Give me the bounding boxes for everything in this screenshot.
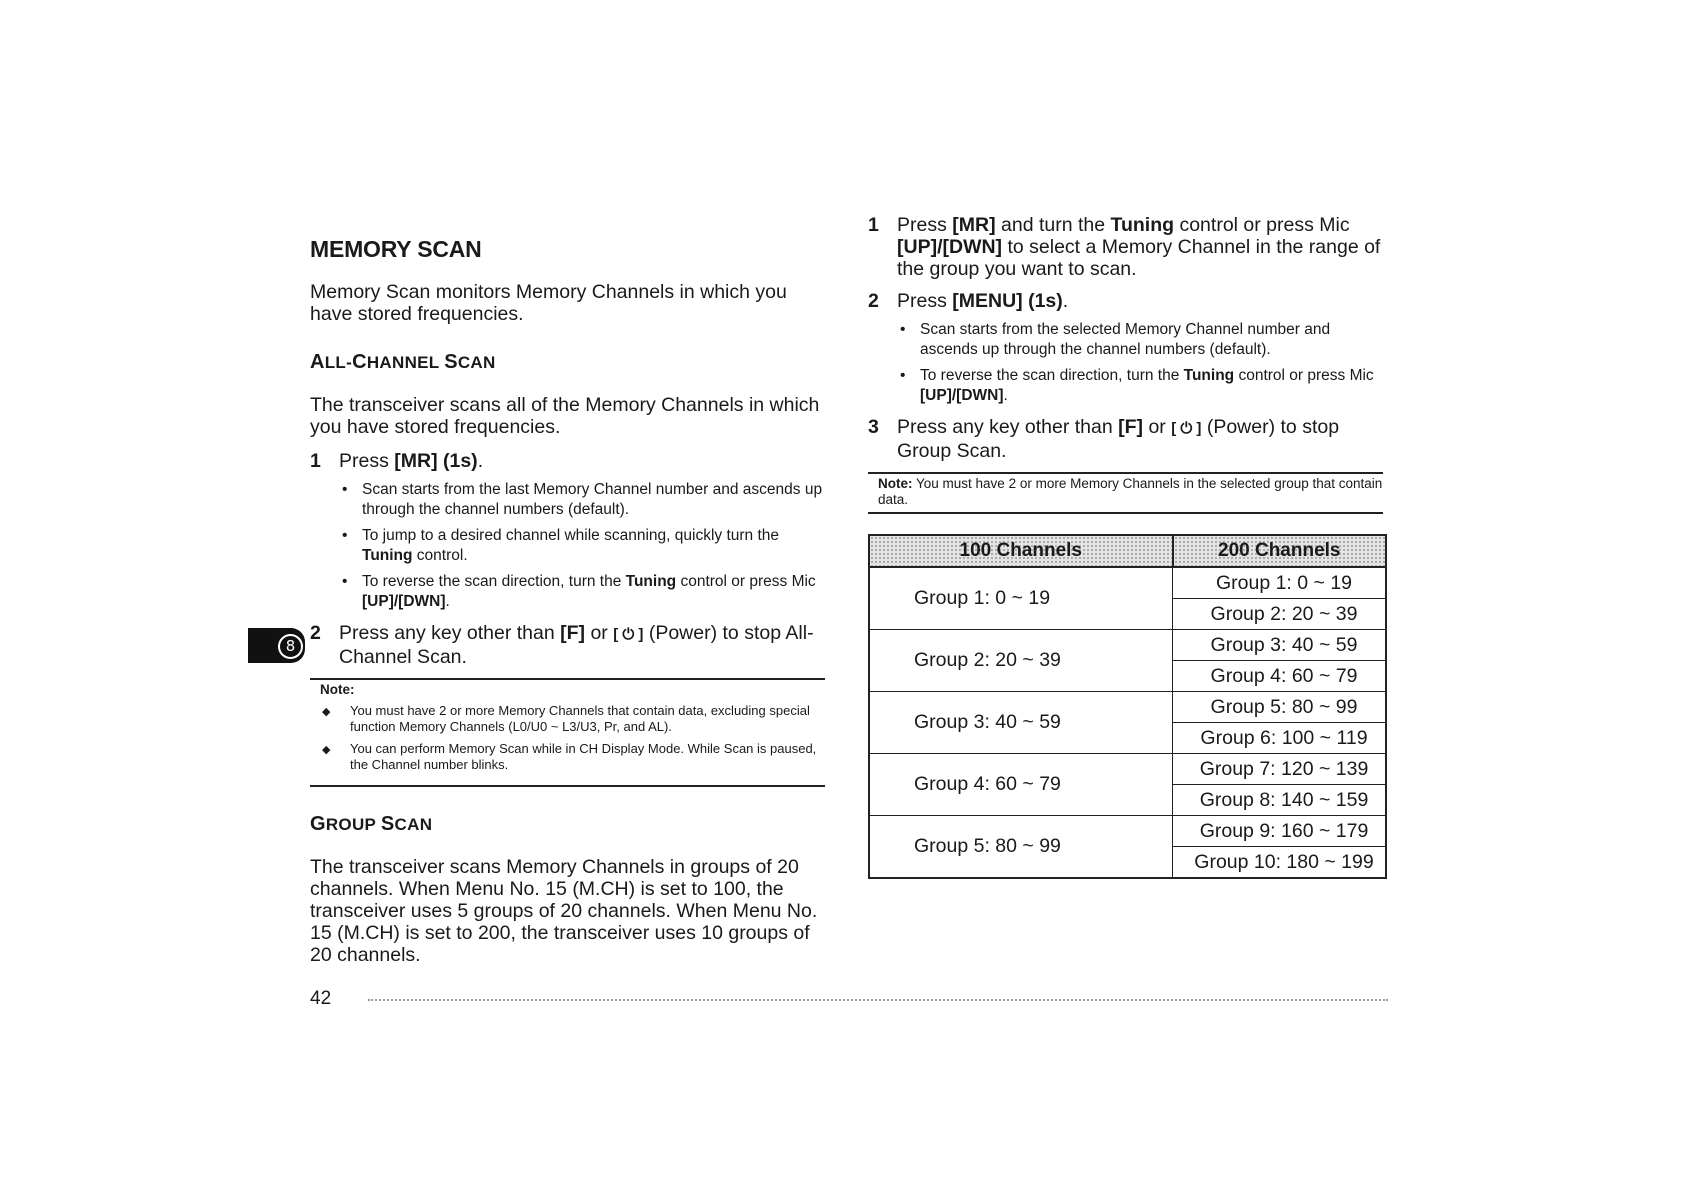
table-cell: Group 3: 40 ~ 59 [869, 692, 1173, 754]
note-label: Note: [320, 682, 355, 697]
step-1-bullets [310, 480, 825, 612]
table-row [869, 567, 1386, 599]
list-item: • To reverse the scan direction, turn the Tuning control or press Mic [UP]/[DWN]. [342, 573, 816, 610]
table-cell: Group 7: 120 ~ 139 [1173, 754, 1387, 785]
list-item: • To reverse the scan direction, turn the Tuning control or press Mic [UP]/[DWN]. [900, 367, 1374, 404]
step-1: 1 Press [MR] (1s). [310, 450, 484, 472]
table-cell: Group 1: 0 ~ 19 [869, 567, 1173, 630]
table-row [869, 754, 1386, 785]
group-step-1: 1 Press [MR] and turn the Tuning control or press Mic [UP]/[DWN] to select a Memory Channel in the range of the group you want to scan. [868, 214, 1381, 280]
table-cell: Group 9: 160 ~ 179 [1173, 816, 1387, 847]
list-item: • Scan starts from the selected Memory Channel number and ascends up through the channel numbers (default). [900, 321, 1331, 358]
table-header: 200 Channels [1173, 535, 1387, 567]
group-step-2: 2 Press [MENU] (1s). [868, 290, 1069, 312]
diamond-bullet-icon: ◆ [322, 706, 331, 718]
table-cell: Group 4: 60 ~ 79 [869, 754, 1173, 816]
group-step-3: 3 Press any key other than [F] or [ ⏻ ] (Power) to stop Group Scan. [868, 416, 1340, 462]
list-item: ◆ You can perform Memory Scan while in CH Display Mode. While Scan is paused, the Channel number blinks. [322, 741, 817, 772]
page-number: 42 [310, 988, 332, 1009]
group-note-box [868, 472, 1383, 514]
table-header: 100 Channels [869, 535, 1173, 567]
table-cell: Group 5: 80 ~ 99 [869, 816, 1173, 879]
group-step-2-bullets [868, 320, 1383, 406]
table-cell: Group 8: 140 ~ 159 [1173, 785, 1387, 816]
table-cell: Group 3: 40 ~ 59 [1173, 630, 1387, 661]
table-cell: Group 5: 80 ~ 99 [1173, 692, 1387, 723]
table-row [869, 692, 1386, 723]
table-cell: Group 1: 0 ~ 19 [1173, 567, 1387, 599]
chapter-tab [248, 628, 305, 663]
footer-dotted-rule [368, 999, 1388, 1001]
table-cell: Group 2: 20 ~ 39 [1173, 599, 1387, 630]
diamond-bullet-icon: ◆ [322, 744, 331, 756]
section-title: MEMORY SCAN [310, 236, 482, 262]
power-icon: [ ⏻ ] [1171, 420, 1202, 437]
table-cell: Group 2: 20 ~ 39 [869, 630, 1173, 692]
table-row [869, 816, 1386, 847]
right-column [868, 214, 1383, 879]
left-column [310, 228, 825, 978]
group-table [868, 534, 1387, 879]
page-footer [310, 988, 1388, 1012]
note-box [310, 678, 825, 787]
power-icon: [ ⏻ ] [613, 626, 644, 643]
table-cell: Group 4: 60 ~ 79 [1173, 661, 1387, 692]
chapter-number: 8 [278, 634, 303, 659]
group-scan-description: The transceiver scans Memory Channels in groups of 20 channels. When Menu No. 15 (M.CH) is set to 100, the transceiver uses 5 groups of 20 channels. When Menu No. 15 (M.CH) is set to 200, the transceiver uses 10 groups of 20 channels. [310, 856, 818, 966]
table-cell: Group 10: 180 ~ 199 [1173, 847, 1387, 879]
table-row [869, 630, 1386, 661]
step-2: 2 Press any key other than [F] or [ ⏻ ] (Power) to stop All-Channel Scan. [310, 622, 814, 668]
list-item: ◆ You must have 2 or more Memory Channels that contain data, excluding special function Memory Channels (L0/U0 ~ L3/U3, Pr, and AL). [322, 703, 810, 734]
note-label: Note: [878, 476, 913, 491]
list-item: • To jump to a desired channel while scanning, quickly turn the Tuning control. [342, 527, 780, 564]
intro-text: Memory Scan monitors Memory Channels in which you have stored frequencies. [310, 281, 787, 325]
list-item: • Scan starts from the last Memory Channel number and ascends up through the channel numbers (default). [342, 481, 823, 518]
all-channel-scan-heading: ALL-CHANNEL SCAN [310, 351, 496, 373]
group-scan-heading: GROUP SCAN [310, 813, 433, 835]
table-cell: Group 6: 100 ~ 119 [1173, 723, 1387, 754]
all-channel-description: The transceiver scans all of the Memory Channels in which you have stored frequencies. [310, 394, 820, 438]
note-text: You must have 2 or more Memory Channels in the selected group that contain data. [878, 476, 1383, 507]
